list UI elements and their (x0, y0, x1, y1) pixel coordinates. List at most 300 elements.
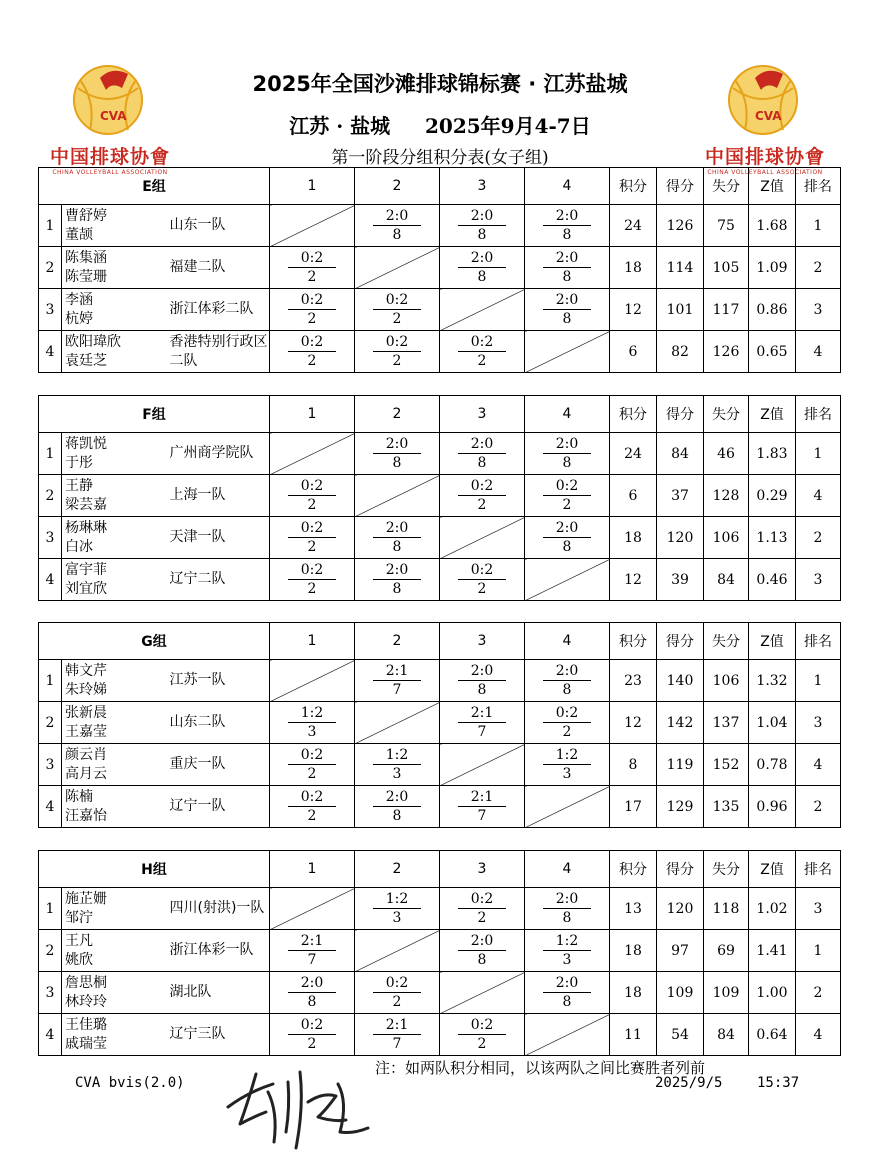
team-seq: 2 (39, 247, 62, 289)
match-result (525, 517, 610, 559)
col-2: 2 (355, 396, 440, 433)
team-conceded: 46 (704, 433, 749, 475)
team-row (39, 517, 841, 559)
team-players (62, 517, 170, 559)
team-points: 24 (610, 433, 657, 475)
match-result (525, 972, 610, 1014)
team-players (62, 475, 170, 517)
match-result (270, 475, 355, 517)
player-2: 高月云 (65, 765, 107, 782)
match-points: 2 (477, 1035, 487, 1052)
signature (218, 1062, 378, 1156)
match-points: 8 (562, 226, 572, 243)
match-score: 2:0 (543, 975, 591, 993)
match-result (355, 205, 440, 247)
match-result (440, 786, 525, 828)
subtitle: 第一阶段分组积分表(女子组) (331, 148, 549, 168)
self-match-cell (355, 702, 440, 744)
print-time: 15:37 (757, 1075, 800, 1091)
match-result (355, 786, 440, 828)
location: 江苏 · 盐城 (289, 114, 391, 138)
team-name: 辽宁三队 (170, 1014, 270, 1056)
team-conceded: 105 (704, 247, 749, 289)
team-z: 1.00 (749, 972, 796, 1014)
team-rank: 4 (796, 475, 841, 517)
match-score: 1:2 (288, 705, 336, 723)
team-row (39, 475, 841, 517)
col-3: 3 (440, 623, 525, 660)
team-scored: 126 (657, 205, 704, 247)
col-2: 2 (355, 168, 440, 205)
match-score: 2:0 (543, 663, 591, 681)
player-1: 富宇菲 (65, 561, 107, 578)
self-match-cell (270, 205, 355, 247)
match-score: 2:0 (543, 436, 591, 454)
team-players (62, 1014, 170, 1056)
match-result (440, 433, 525, 475)
col-rank: 排名 (796, 851, 841, 888)
match-result (270, 786, 355, 828)
logo-name: 中国排球协會 (50, 146, 171, 168)
match-points: 7 (477, 723, 487, 740)
player-2: 陈莹珊 (65, 268, 107, 285)
col-4: 4 (525, 623, 610, 660)
match-score: 0:2 (288, 292, 336, 310)
team-z: 1.04 (749, 702, 796, 744)
match-result (440, 331, 525, 373)
location-dates (0, 110, 880, 139)
match-score: 0:2 (288, 562, 336, 580)
team-rank: 2 (796, 786, 841, 828)
self-match-cell (355, 930, 440, 972)
team-row (39, 247, 841, 289)
match-points: 2 (477, 580, 487, 597)
match-score: 0:2 (288, 1017, 336, 1035)
team-rank: 4 (796, 1014, 841, 1056)
col-z: Z值 (749, 168, 796, 205)
match-points: 2 (307, 352, 317, 369)
team-conceded: 117 (704, 289, 749, 331)
team-scored: 142 (657, 702, 704, 744)
team-points: 18 (610, 930, 657, 972)
match-score: 2:0 (458, 663, 506, 681)
team-players (62, 930, 170, 972)
team-name: 天津一队 (170, 517, 270, 559)
group-table (38, 395, 841, 601)
match-points: 8 (307, 993, 317, 1010)
match-points: 2 (477, 496, 487, 513)
match-score: 2:0 (543, 292, 591, 310)
team-name: 浙江体彩二队 (170, 289, 270, 331)
col-2: 2 (355, 851, 440, 888)
match-result (525, 247, 610, 289)
match-result (270, 702, 355, 744)
team-rank: 1 (796, 205, 841, 247)
group-header-row (39, 168, 841, 205)
team-rank: 2 (796, 517, 841, 559)
match-points: 8 (477, 226, 487, 243)
player-2: 林玲玲 (65, 993, 107, 1010)
match-result (525, 433, 610, 475)
match-score: 0:2 (373, 975, 421, 993)
group-name: F组 (39, 396, 270, 433)
match-result (440, 702, 525, 744)
match-score: 2:0 (458, 436, 506, 454)
match-result (440, 247, 525, 289)
self-match-cell (355, 475, 440, 517)
player-1: 王佳璐 (65, 1016, 107, 1033)
match-result (355, 660, 440, 702)
match-result (270, 930, 355, 972)
group-table (38, 622, 841, 828)
match-score: 0:2 (458, 891, 506, 909)
team-row (39, 433, 841, 475)
match-points: 2 (392, 352, 402, 369)
match-score: 0:2 (373, 292, 421, 310)
col-3: 3 (440, 168, 525, 205)
match-score: 1:2 (543, 933, 591, 951)
team-name: 上海一队 (170, 475, 270, 517)
match-result (525, 930, 610, 972)
team-z: 0.86 (749, 289, 796, 331)
group-header-row (39, 623, 841, 660)
team-rank: 2 (796, 972, 841, 1014)
player-1: 施芷姗 (65, 890, 107, 907)
player-2: 白冰 (65, 538, 93, 555)
player-2: 董颉 (65, 226, 93, 243)
team-points: 18 (610, 247, 657, 289)
match-points: 8 (562, 993, 572, 1010)
player-1: 李涵 (65, 291, 93, 308)
match-score: 2:0 (458, 933, 506, 951)
team-seq: 4 (39, 1014, 62, 1056)
col-1: 1 (270, 851, 355, 888)
team-rank: 4 (796, 331, 841, 373)
match-result (525, 660, 610, 702)
team-seq: 3 (39, 289, 62, 331)
team-z: 0.65 (749, 331, 796, 373)
team-z: 1.41 (749, 930, 796, 972)
match-points: 8 (477, 268, 487, 285)
team-players (62, 786, 170, 828)
match-points: 2 (307, 807, 317, 824)
match-score: 0:2 (288, 334, 336, 352)
player-1: 张新晨 (65, 704, 107, 721)
team-scored: 97 (657, 930, 704, 972)
match-result (355, 559, 440, 601)
team-scored: 54 (657, 1014, 704, 1056)
match-points: 8 (562, 909, 572, 926)
match-points: 8 (562, 538, 572, 555)
team-points: 11 (610, 1014, 657, 1056)
team-name: 山东二队 (170, 702, 270, 744)
team-z: 1.32 (749, 660, 796, 702)
col-rank: 排名 (796, 623, 841, 660)
col-rank: 排名 (796, 168, 841, 205)
team-points: 8 (610, 744, 657, 786)
match-score: 1:2 (373, 891, 421, 909)
team-seq: 4 (39, 786, 62, 828)
team-conceded: 126 (704, 331, 749, 373)
match-score: 0:2 (458, 562, 506, 580)
team-name: 辽宁二队 (170, 559, 270, 601)
match-score: 2:0 (458, 250, 506, 268)
match-result (525, 475, 610, 517)
team-seq: 1 (39, 660, 62, 702)
col-conceded: 失分 (704, 396, 749, 433)
player-2: 姚欣 (65, 951, 93, 968)
match-points: 2 (392, 310, 402, 327)
team-points: 23 (610, 660, 657, 702)
match-score: 0:2 (288, 250, 336, 268)
team-scored: 120 (657, 888, 704, 930)
match-result (270, 517, 355, 559)
player-2: 刘宜欣 (65, 580, 107, 597)
match-result (525, 289, 610, 331)
match-score: 2:0 (543, 250, 591, 268)
player-2: 王嘉莹 (65, 723, 107, 740)
team-conceded: 75 (704, 205, 749, 247)
team-scored: 109 (657, 972, 704, 1014)
match-points: 2 (307, 496, 317, 513)
team-name: 山东一队 (170, 205, 270, 247)
match-score: 0:2 (458, 334, 506, 352)
self-match-cell (270, 433, 355, 475)
team-rank: 3 (796, 559, 841, 601)
match-points: 2 (307, 538, 317, 555)
match-points: 3 (562, 951, 572, 968)
match-result (440, 475, 525, 517)
self-match-cell (525, 1014, 610, 1056)
player-1: 欧阳瑋欣 (65, 333, 121, 350)
col-points: 积分 (610, 168, 657, 205)
team-conceded: 152 (704, 744, 749, 786)
match-result (525, 744, 610, 786)
team-row (39, 331, 841, 373)
team-seq: 2 (39, 702, 62, 744)
match-result (440, 660, 525, 702)
team-row (39, 702, 841, 744)
logo-name: 中国排球协會 (705, 146, 826, 168)
team-conceded: 106 (704, 517, 749, 559)
team-conceded: 84 (704, 1014, 749, 1056)
player-1: 陈楠 (65, 788, 93, 805)
match-result (270, 289, 355, 331)
team-points: 18 (610, 972, 657, 1014)
match-score: 2:1 (373, 663, 421, 681)
self-match-cell (440, 517, 525, 559)
match-points: 8 (562, 268, 572, 285)
match-score: 2:0 (373, 789, 421, 807)
team-players (62, 559, 170, 601)
team-row (39, 888, 841, 930)
team-rank: 3 (796, 888, 841, 930)
team-row (39, 660, 841, 702)
team-scored: 101 (657, 289, 704, 331)
match-result (525, 888, 610, 930)
match-points: 2 (392, 993, 402, 1010)
tie-note: 注：如两队积分相同，以该两队之间比赛胜者列前 (375, 1059, 706, 1077)
match-points: 2 (307, 310, 317, 327)
self-match-cell (440, 744, 525, 786)
match-result (525, 205, 610, 247)
team-z: 1.02 (749, 888, 796, 930)
player-1: 王凡 (65, 932, 93, 949)
team-rank: 3 (796, 702, 841, 744)
match-points: 7 (392, 681, 402, 698)
player-1: 曹舒婷 (65, 207, 107, 224)
match-result (270, 744, 355, 786)
match-result (440, 205, 525, 247)
col-4: 4 (525, 851, 610, 888)
self-match-cell (270, 660, 355, 702)
team-z: 1.13 (749, 517, 796, 559)
match-points: 8 (392, 807, 402, 824)
match-result (355, 433, 440, 475)
team-points: 12 (610, 289, 657, 331)
player-2: 邹泞 (65, 909, 93, 926)
match-score: 2:1 (458, 789, 506, 807)
match-score: 2:0 (288, 975, 336, 993)
svg-text:CVA: CVA (100, 109, 127, 123)
team-players (62, 433, 170, 475)
match-score: 0:2 (543, 705, 591, 723)
team-row (39, 972, 841, 1014)
match-result (270, 247, 355, 289)
match-points: 2 (562, 496, 572, 513)
match-score: 2:0 (458, 208, 506, 226)
match-points: 8 (477, 951, 487, 968)
group-header-row (39, 396, 841, 433)
match-score: 2:0 (373, 562, 421, 580)
team-players (62, 289, 170, 331)
team-points: 24 (610, 205, 657, 247)
player-2: 汪嘉怡 (65, 807, 107, 824)
col-z: Z值 (749, 623, 796, 660)
team-seq: 2 (39, 930, 62, 972)
player-2: 于彤 (65, 454, 93, 471)
team-conceded: 106 (704, 660, 749, 702)
player-1: 詹思桐 (65, 974, 107, 991)
player-2: 袁廷芝 (65, 352, 107, 369)
team-players (62, 972, 170, 1014)
match-points: 8 (562, 454, 572, 471)
team-z: 1.09 (749, 247, 796, 289)
col-points: 积分 (610, 396, 657, 433)
match-result (355, 331, 440, 373)
self-match-cell (525, 559, 610, 601)
match-points: 8 (477, 454, 487, 471)
col-scored: 得分 (657, 396, 704, 433)
team-players (62, 702, 170, 744)
team-conceded: 69 (704, 930, 749, 972)
match-points: 7 (477, 807, 487, 824)
team-row (39, 930, 841, 972)
match-points: 8 (562, 310, 572, 327)
group-name: H组 (39, 851, 270, 888)
col-rank: 排名 (796, 396, 841, 433)
col-z: Z值 (749, 396, 796, 433)
team-z: 1.83 (749, 433, 796, 475)
col-4: 4 (525, 396, 610, 433)
match-points: 2 (477, 909, 487, 926)
player-2: 戚瑞莹 (65, 1035, 107, 1052)
team-rank: 3 (796, 289, 841, 331)
match-result (440, 559, 525, 601)
col-conceded: 失分 (704, 623, 749, 660)
match-points: 3 (307, 723, 317, 740)
team-name: 浙江体彩一队 (170, 930, 270, 972)
match-points: 8 (392, 454, 402, 471)
match-score: 2:1 (458, 705, 506, 723)
match-points: 2 (477, 352, 487, 369)
match-score: 2:0 (373, 208, 421, 226)
match-result (355, 517, 440, 559)
team-seq: 1 (39, 433, 62, 475)
team-players (62, 247, 170, 289)
match-score: 0:2 (543, 478, 591, 496)
match-points: 2 (307, 580, 317, 597)
logo-sub: CHINA VOLLEYBALL ASSOCIATION (707, 169, 823, 176)
team-seq: 1 (39, 888, 62, 930)
match-result (270, 331, 355, 373)
match-points: 7 (307, 951, 317, 968)
col-conceded: 失分 (704, 168, 749, 205)
team-row (39, 1014, 841, 1056)
match-score: 2:1 (288, 933, 336, 951)
match-result (440, 1014, 525, 1056)
team-seq: 2 (39, 475, 62, 517)
team-rank: 1 (796, 433, 841, 475)
team-seq: 4 (39, 559, 62, 601)
col-2: 2 (355, 623, 440, 660)
team-seq: 3 (39, 517, 62, 559)
match-points: 8 (392, 580, 402, 597)
team-seq: 3 (39, 972, 62, 1014)
player-1: 颜云肖 (65, 746, 107, 763)
svg-text:CVA: CVA (755, 109, 782, 123)
match-score: 0:2 (288, 747, 336, 765)
team-conceded: 109 (704, 972, 749, 1014)
team-scored: 119 (657, 744, 704, 786)
team-points: 6 (610, 331, 657, 373)
col-conceded: 失分 (704, 851, 749, 888)
team-rank: 1 (796, 660, 841, 702)
team-scored: 120 (657, 517, 704, 559)
match-result (355, 888, 440, 930)
group-header-row (39, 851, 841, 888)
team-scored: 37 (657, 475, 704, 517)
col-1: 1 (270, 168, 355, 205)
match-score: 0:2 (288, 520, 336, 538)
team-conceded: 84 (704, 559, 749, 601)
col-scored: 得分 (657, 168, 704, 205)
match-points: 2 (562, 723, 572, 740)
match-result (440, 888, 525, 930)
col-4: 4 (525, 168, 610, 205)
group-table (38, 850, 841, 1056)
col-3: 3 (440, 851, 525, 888)
match-points: 2 (307, 1035, 317, 1052)
match-points: 8 (392, 226, 402, 243)
match-points: 8 (392, 538, 402, 555)
match-points: 3 (562, 765, 572, 782)
team-rank: 1 (796, 930, 841, 972)
match-score: 0:2 (458, 478, 506, 496)
team-name: 湖北队 (170, 972, 270, 1014)
team-scored: 129 (657, 786, 704, 828)
match-points: 3 (392, 909, 402, 926)
